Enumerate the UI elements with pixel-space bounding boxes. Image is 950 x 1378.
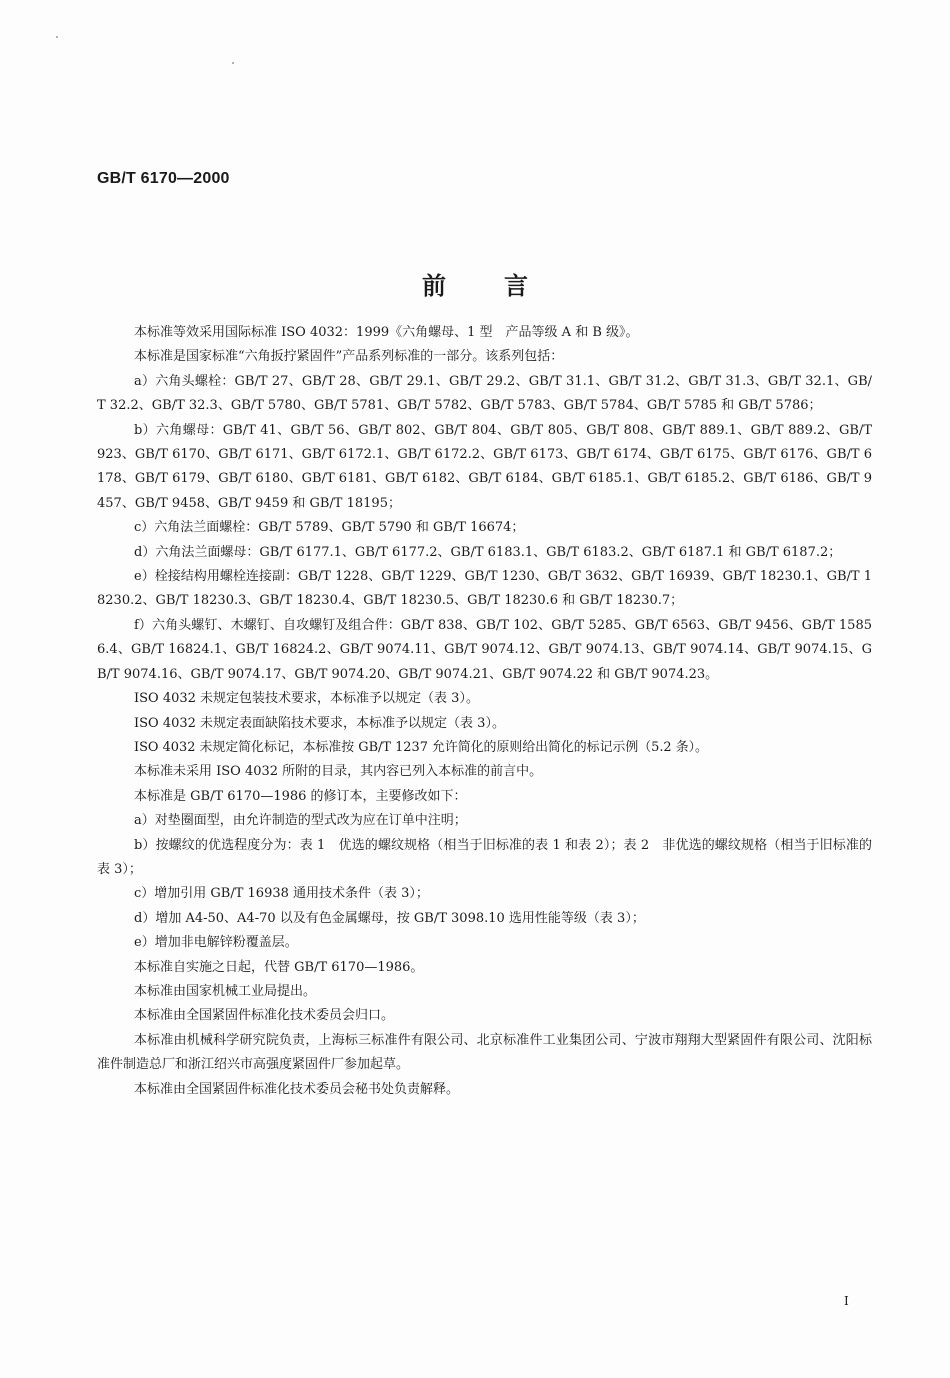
paragraph: 本标准未采用 ISO 4032 所附的目录，其内容已列入本标准的前言中。 xyxy=(134,764,543,780)
paragraph: 本标准等效采用国际标准 ISO 4032：1999《六角螺母、1 型 产品等级 A 和 B 级》。 xyxy=(134,325,639,340)
change-item-a: a）对垫圈面型，由允许制造的型式改为应在订单中注明； xyxy=(134,813,467,829)
paragraph: 本标准由全国紧固件标准化技术委员会归口。 xyxy=(134,1008,395,1024)
paragraph: 本标准由机械科学研究院负责，上海标三标准件有限公司、北京标准件工业集团公司、宁波市翔翔大型紧固件有限公司、沈阳标准件制造总厂和浙江绍兴市高强度紧固件厂参加起草。 xyxy=(97,1032,872,1073)
paragraph: ISO 4032 未规定简化标记，本标准按 GB/T 1237 允许简化的原则给出简化的标记示例（5.2 条）。 xyxy=(134,739,708,755)
paragraph: ISO 4032 未规定表面缺陷技术要求，本标准予以规定（表 3）。 xyxy=(134,715,505,731)
page-number: I xyxy=(844,1294,849,1308)
list-item-d: d）六角法兰面螺母：GB/T 6177.1、GB/T 6177.2、GB/T 6183.1、GB/T 6183.2、GB/T 6187.1 和 GB/T 6187.2； xyxy=(134,544,842,560)
scan-speck xyxy=(56,36,58,38)
list-item-e: e）栓接结构用螺栓连接副：GB/T 1228、GB/T 1229、GB/T 1230、GB/T 3632、GB/T 16939、GB/T 18230.1、GB/T 18230.2、GB/T 18230.3、GB/T 18230.4、GB/T 18230.5、GB/T 18230.6 和 GB/T 18230.7； xyxy=(97,569,872,609)
change-item-c: c）增加引用 GB/T 16938 通用技术条件（表 3）； xyxy=(134,886,429,902)
change-item-d: d）增加 A4-50、A4-70 以及有色金属螺母，按 GB/T 3098.10 选用性能等级（表 3）； xyxy=(134,910,645,926)
paragraph: 本标准由国家机械工业局提出。 xyxy=(134,983,317,999)
body-text xyxy=(97,321,872,1102)
list-item-a: a）六角头螺栓：GB/T 27、GB/T 28、GB/T 29.1、GB/T 29.2、GB/T 31.1、GB/T 31.2、GB/T 31.3、GB/T 32.1、GB/T 32.2、GB/T 32.3、GB/T 5780、GB/T 5781、GB/T 5782、GB/T 5783、GB/T 5784、GB/T 5785 和 GB/T 5786； xyxy=(97,373,872,414)
paragraph: 本标准自实施之日起，代替 GB/T 6170—1986。 xyxy=(134,959,424,975)
scan-speck xyxy=(232,62,234,64)
list-item-f: f）六角头螺钉、木螺钉、自攻螺钉及组合件：GB/T 838、GB/T 102、GB/T 5285、GB/T 6563、GB/T 9456、GB/T 15856.4、GB/T 16824.1、GB/T 16824.2、GB/T 9074.11、GB/T 9074.12、GB/T 9074.13、GB/T 9074.14、GB/T 9074.15、GB/T 9074.16、GB/T 9074.17、GB/T 9074.20、GB/T 9074.21、GB/T 9074.22 和 GB/T 9074.23。 xyxy=(97,617,872,682)
paragraph: 本标准是国家标准“六角扳拧紧固件”产品系列标准的一部分。该系列包括： xyxy=(134,349,564,365)
paragraph: 本标准是 GB/T 6170—1986 的修订本，主要修改如下： xyxy=(134,788,467,804)
list-item-b: b）六角螺母：GB/T 41、GB/T 56、GB/T 802、GB/T 804、GB/T 805、GB/T 808、GB/T 889.1、GB/T 889.2、GB/T 923、GB/T 6170、GB/T 6171、GB/T 6172.1、GB/T 6172.2、GB/T 6173、GB/T 6174、GB/T 6175、GB/T 6176、GB/T 6178、GB/T 6179、GB/T 6180、GB/T 6181、GB/T 6182、GB/T 6184、GB/T 6185.1、GB/T 6185.2、GB/T 6186、GB/T 9457、GB/T 9458、GB/T 9459 和 GB/T 18195； xyxy=(97,422,872,511)
paragraph: 本标准由全国紧固件标准化技术委员会秘书处负责解释。 xyxy=(134,1081,460,1097)
change-item-b: b）按螺纹的优选程度分为：表 1 优选的螺纹规格（相当于旧标准的表 1 和表 2）；表 2 非优选的螺纹规格（相当于旧标准的表 3）； xyxy=(97,837,872,877)
paragraph: ISO 4032 未规定包装技术要求，本标准予以规定（表 3）。 xyxy=(134,691,479,707)
change-item-e: e）增加非电解锌粉覆盖层。 xyxy=(134,935,298,951)
standard-number: GB/T 6170—2000 xyxy=(97,170,230,187)
list-item-c: c）六角法兰面螺栓：GB/T 5789、GB/T 5790 和 GB/T 16674； xyxy=(134,520,525,536)
page-title: 前言 xyxy=(422,272,586,300)
